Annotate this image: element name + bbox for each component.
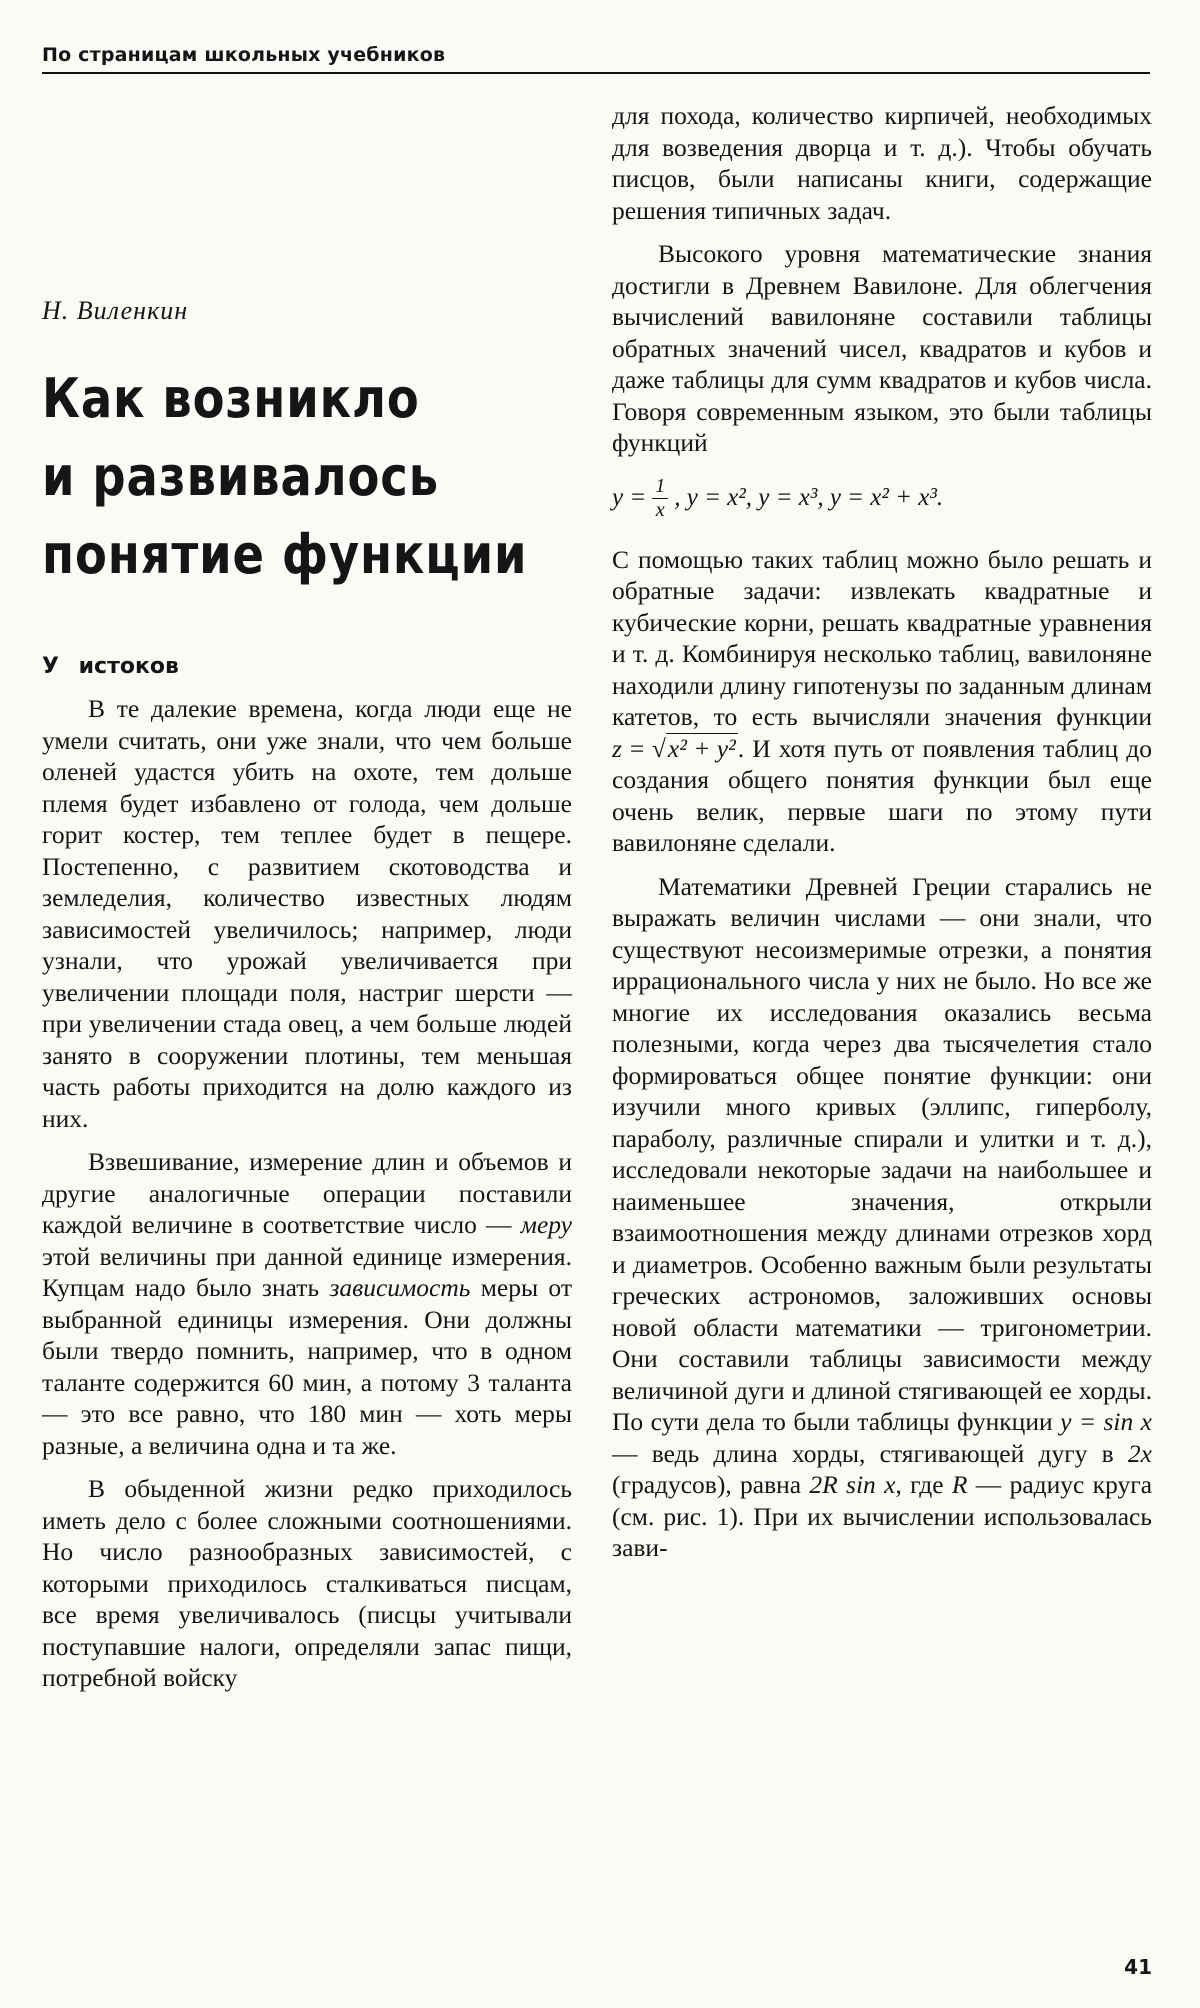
formula-inline: 2R sin x (809, 1470, 896, 1499)
formula-inline: R (951, 1470, 968, 1499)
formula-rest: , y = x², y = x³, y = x² + x³. (674, 484, 944, 511)
fraction-denominator: x (655, 498, 665, 521)
running-title: По страницам школьных учебников (42, 44, 446, 66)
paragraph (42, 1146, 572, 1461)
left-column (42, 104, 572, 1694)
text-run: , где (895, 1470, 952, 1499)
title-line: и развивалось (42, 445, 439, 508)
text-run: этой величины при данной единице измерения. Купцам надо было знать (42, 1241, 572, 1302)
formula (612, 475, 1152, 522)
sqrt-radicand: x² + y² (667, 733, 736, 763)
running-head (42, 44, 1150, 74)
author: Н. Виленкин (42, 296, 189, 325)
text-run: (градусов), равна (612, 1470, 810, 1499)
emphasis-text: зависимость (329, 1273, 471, 1302)
fraction-numerator: 1 (652, 475, 668, 499)
paragraph: В обыденной жизни редко приходилось иметь дело с более сложными соотношениями. Но число разнообразных зависимостей, с которыми приходилось сталкиваться писцам, все время увеличивалось (писцы учитывали поступавшие налоги, определяли запас пищи, потребной войску (42, 1474, 572, 1692)
page-number: 41 (1124, 1955, 1152, 1979)
text-run: меры от выбранной единицы измерения. Они должны были твердо помнить, например, что в одном таланте содержится 60 мин, а потому 3 таланта — это все равно, что 180 мин — хоть меры разные, а величина одна и та же. (42, 1273, 572, 1460)
text-run: Взвешивание, измерение длин и объемов и другие аналогичные операции поставили каждой величине в соответствие число — (42, 1147, 572, 1239)
text-run: Математики Древней Греции старались не выражать величин числами — они знали, что существуют несоизмеримые отрезки, а понятия иррационального числа у них не было. Но все же многие их исследования оказались весьма полезными, когда через два тысячелетия стало формироваться общее понятие функции: они изучили много кривых (эллипс, гиперболу, параболу, различные спирали и улитки и т. д.), исследовали некоторые задачи на наибольшее и наименьшее значения, открыли взаимоотношения между длинами отрезков хорд и диаметров. Особенно важным были результаты греческих астрономов, заложивших основы новой области математики — тригонометрии. Они составили таблицы зависимости между величиной дуги и длиной стягивающей ее хорды. По сути дела то были таблицы функции (612, 871, 1152, 1436)
paragraph: Высокого уровня математические знания достигли в Древнем Вавилоне. Для облегчения вычислений вавилоняне составили таблицы обратных значений чисел, квадратов и кубов и даже таблицы для сумм квадратов и кубов числа. Говоря современным языком, это были таблицы функций (612, 239, 1152, 457)
fraction (652, 475, 668, 522)
paragraph: для похода, количество кирпичей, необходимых для возведения дворца и т. д.). Чтобы обучать писцов, были написаны книги, содержащие решения типичных задач. (612, 101, 1152, 225)
right-column (612, 100, 1152, 1564)
section-heading: У истоков (42, 654, 179, 679)
text-run: С помощью таких таблиц можно было решать и обратные задачи: извлекать квадратные и кубические корни, решать квадратные уравнения и т. д. Комбинируя несколько таблиц, вавилоняне находили длину гипотенузы по заданным длинам катетов, то есть вычисляли значения функции (612, 544, 1152, 731)
paragraph (612, 544, 1152, 859)
formula-inline: 2x (1127, 1438, 1152, 1468)
sqrt-lhs: z = √ (612, 733, 666, 763)
formula-inline: y = sin x (1060, 1407, 1153, 1436)
sqrt-formula (612, 733, 738, 765)
text-run: — ведь длина хорды, стягивающей дугу в (612, 1438, 1128, 1468)
title-line: Как возникло (42, 367, 420, 430)
paragraph (612, 871, 1152, 1564)
text-run: . И хотя путь от появления таблиц до создания общего понятия функции был еще очень велик, первые шаги по этому пути вавилоняне сделали. (612, 733, 1152, 857)
title-line: понятие функции (42, 523, 528, 586)
emphasis-text: меру (520, 1210, 572, 1239)
text-run: — радиус круга (см. рис. 1). При их вычислении использовалась зави- (612, 1470, 1153, 1562)
article-title (42, 360, 575, 594)
paragraph: В те далекие времена, когда люди еще не умели считать, они уже знали, что чем больше оленей удастся убить на охоте, тем дольше племя будет избавлено от голода, чем дольше горит костер, тем теплее будет в пещере. Постепенно, с развитием скотоводства и земледелия, количество известных людям зависимостей увеличилось; например, люди узнали, что урожай увеличивается при увеличении площади поля, настриг шерсти — при увеличении стада овец, а чем больше людей занято в сооружении плотины, тем меньшая часть работы приходится на долю каждого из них. (42, 694, 572, 1133)
formula-lhs: y = (612, 484, 647, 511)
